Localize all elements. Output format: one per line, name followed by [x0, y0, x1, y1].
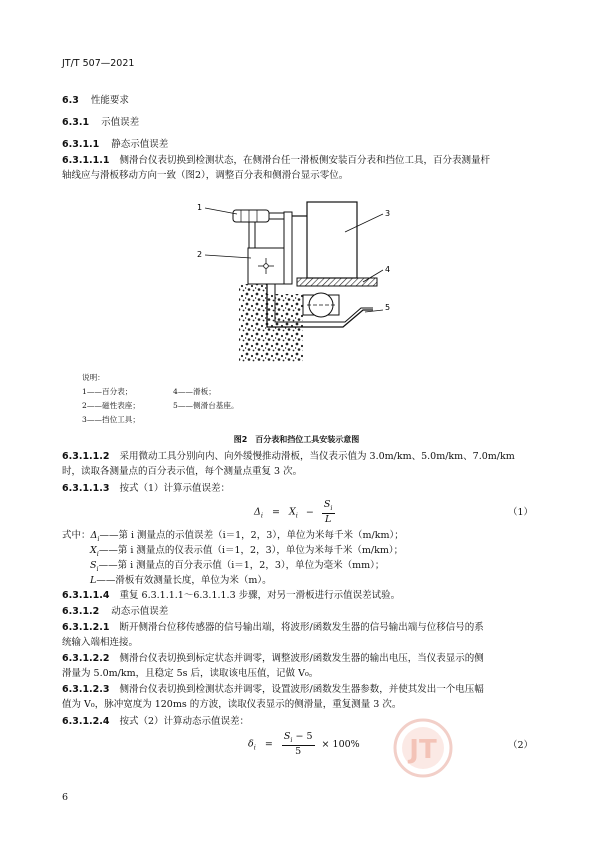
para-6-3-1-2-2-line1: 6.3.1.2.2 侧滑台仪表切换到标定状态并调零，调整波形/函数发生器的输出电压，当仪表显示的侧 [62, 653, 484, 664]
equation-2-tag: （2） [508, 740, 534, 751]
para-6-3-1-1-2-line2: 时，读取各测量点的百分表示值，每个测量点重复 3 次。 [62, 466, 303, 477]
legend-item-2: 2——磁性表座； [82, 401, 140, 410]
def-x: $X_i——$第 i 测量点的仪表示值（i＝1，2，3），单位为米每千米（m/km）； [90, 545, 404, 558]
svg-text:JT: JT [409, 735, 437, 765]
section-6-3: 6.3 性能要求 [62, 95, 129, 106]
para-6-3-1-1-1-line1: 6.3.1.1.1 侧滑台仪表切换到检测状态，在侧滑台任一滑板侧安装百分表和挡位工具，百分表测量杆 [62, 155, 491, 166]
para-6-3-1-2-3-line1: 6.3.1.2.3 侧滑台仪表切换到检测状态并调零，设置波形/函数发生器参数，并使其发出一个电压幅 [62, 684, 484, 695]
figure-caption: 图2 百分表和挡位工具安装示意图 [233, 435, 360, 444]
para-6-3-1-1-1-line2: 轴线应与滑板移动方向一致（图2），调整百分表和侧滑台显示零位。 [62, 170, 349, 181]
equation-1: $\Delta_i = X_i$ − $\frac{S_i}{L}$ [254, 499, 333, 525]
slide-plate [297, 278, 377, 286]
def-s: $S_i——$第 i 测量点的百分表示值（i＝1，2，3），单位为毫米（mm）； [90, 560, 385, 573]
callout-5: 5 [385, 303, 391, 312]
dial-gauge [233, 210, 307, 248]
legend-title: 说明： [82, 373, 105, 382]
section-6-3-1-1: 6.3.1.1 静态示值误差 [62, 139, 169, 150]
ground-gravel [239, 284, 303, 362]
legend-item-5: 5——侧滑台基座。 [173, 401, 239, 410]
figure-dial-gauge-setup [195, 192, 400, 367]
callout-1: 1 [197, 203, 203, 212]
equation-2: $\delta_i$ = $\frac{S_i - 5}{5}$ × 100% [248, 731, 360, 757]
para-6-3-1-1-4: 6.3.1.1.4 重复 6.3.1.1.1～6.3.1.1.3 步骤，对另一滑板进行示值误差试验。 [62, 590, 401, 601]
para-6-3-1-2-3-line2: 值为 V₀，脉冲宽度为 120ms 的方波，读取仪表显示的侧滑量，重复测量 3 次。 [62, 699, 402, 710]
page-number: 6 [62, 792, 69, 803]
jt-seal-watermark [388, 716, 458, 780]
stop-tool [307, 202, 357, 278]
para-6-3-1-2-1-line1: 6.3.1.2.1 断开侧滑台位移传感器的信号输出端，将波形/函数发生器的信号输出端与位移信号的系 [62, 622, 484, 633]
para-6-3-1-2-1-line2: 统输入端相连接。 [62, 637, 139, 648]
callout-3: 3 [385, 209, 391, 218]
para-6-3-1-1-2-line1: 6.3.1.1.2 采用微动工具分别向内、向外缓慢推动滑板，当仪表示值为 3.0m/km、5.0m/km、7.0m/km [62, 451, 515, 462]
callout-2: 2 [197, 250, 203, 259]
def-l: L——滑板有效测量长度，单位为米（m）。 [90, 575, 272, 586]
roller [303, 293, 339, 317]
callout-4: 4 [385, 265, 391, 274]
para-6-3-1-1-3: 6.3.1.1.3 按式（1）计算示值误差： [62, 483, 231, 494]
section-6-3-1-2: 6.3.1.2 动态示值误差 [62, 606, 169, 617]
para-6-3-1-2-2-line2: 滑量为 5.0m/km，且稳定 5s 后，读取该电压值，记做 V₀。 [62, 668, 319, 679]
equation-1-tag: （1） [508, 507, 534, 518]
standard-code: JT/T 507—2021 [62, 58, 135, 69]
legend-item-3: 3——挡位工具； [82, 415, 140, 424]
para-6-3-1-2-4: 6.3.1.2.4 按式（2）计算动态示值误差： [62, 716, 250, 727]
legend-item-1: 1——百分表； [82, 387, 133, 396]
legend-item-4: 4——滑板； [173, 387, 216, 396]
def-delta: 式中：$\Delta_i——$第 i 测量点的示值误差（i＝1，2，3），单位为米每千米（m/km）； [62, 530, 404, 543]
section-6-3-1: 6.3.1 示值误差 [62, 117, 140, 128]
